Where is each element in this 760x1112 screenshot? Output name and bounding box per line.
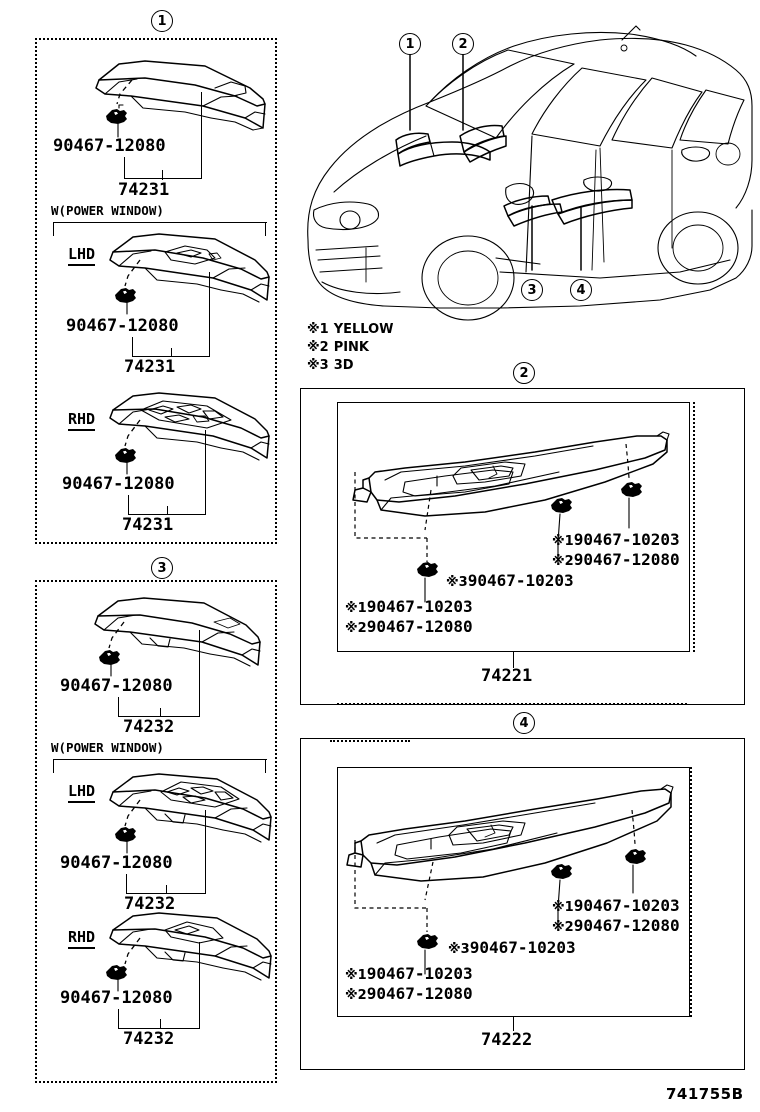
panel-1-main-part-rhd: 74231 <box>122 515 174 535</box>
panel-4-dotted-top <box>330 740 410 742</box>
panel-1-bracket-left-a <box>124 157 125 179</box>
legend-item-2 <box>307 340 369 355</box>
panel-1-hand-lhd: LHD <box>68 247 95 266</box>
panel-1-badge <box>151 10 173 32</box>
panel-4-clip-left-mark-2: ※2 <box>345 988 367 1003</box>
panel-1-bracket-right-rhd <box>205 430 206 515</box>
panel-4-clip-center-mark: ※3 <box>448 942 470 957</box>
panel-2-main-part: 74221 <box>481 666 533 686</box>
panel-2-badge-label: 2 <box>519 365 529 381</box>
panel-4-clip-left-number-1: 90467-10203 <box>366 964 473 983</box>
panel-3-bracket-stem-a <box>160 708 161 717</box>
panel-1-main-part-a: 74231 <box>118 180 170 200</box>
panel-4-clip-right-line-1 <box>552 896 680 915</box>
panel-3-badge-label: 3 <box>157 560 167 576</box>
panel-3-clip-part-lhd: 90467-12080 <box>60 853 173 873</box>
panel-3-clip-icon-lhd <box>109 822 143 854</box>
panel-2-badge <box>513 362 535 384</box>
panel-3-main-part-rhd: 74232 <box>123 1029 175 1049</box>
panel-3-clip-part-a: 90467-12080 <box>60 676 173 696</box>
panel-2-clip-right-mark-1: ※1 <box>552 534 574 549</box>
panel-2-dotted-bottom <box>337 703 687 705</box>
panel-1-bracket-h-a <box>124 178 202 179</box>
panel-3-badge <box>151 557 173 579</box>
legend-text-1: YELLOW <box>333 322 394 337</box>
panel-3-power-window-label: W(POWER WINDOW) <box>51 740 164 755</box>
panel-1-badge-label: 1 <box>157 13 167 29</box>
panel-4-dash-left-bracket <box>345 838 455 940</box>
vehicle-callout-4 <box>570 279 592 301</box>
vehicle-callout-3 <box>521 279 543 301</box>
panel-4-main-leader <box>513 1017 514 1031</box>
panel-3-pw-bracket-l <box>53 759 54 773</box>
legend-item-1 <box>307 322 393 337</box>
panel-4-dash-right <box>612 808 642 850</box>
panel-4-badge-label: 4 <box>519 715 529 731</box>
panel-3-bracket-left-lhd <box>126 874 127 894</box>
panel-1-bracket-right-a <box>201 92 202 179</box>
panel-3-clip-part-rhd: 90467-12080 <box>60 988 173 1008</box>
legend-text-2: PINK <box>333 340 370 355</box>
panel-4-clip-right-line-2 <box>552 916 680 935</box>
panel-3-main-part-lhd: 74232 <box>124 894 176 914</box>
panel-3-pw-bracket-top <box>53 759 267 760</box>
panel-3-hand-lhd: LHD <box>68 784 95 803</box>
panel-4-clip-right-mark-2: ※2 <box>552 920 574 935</box>
vehicle-callout-2-label: 2 <box>458 36 468 52</box>
panel-3-bracket-left-a <box>118 697 119 717</box>
panel-1-bracket-stem-a <box>162 170 163 180</box>
panel-2-dash-right <box>608 442 638 484</box>
panel-4-clip-right-mark-1: ※1 <box>552 900 574 915</box>
panel-1-hand-rhd: RHD <box>68 412 95 431</box>
panel-2-clip-center-line <box>446 571 574 590</box>
panel-2-clip-left-line-2 <box>345 617 473 636</box>
legend-mark-2: ※2 <box>307 340 329 355</box>
vehicle-callout-2 <box>452 33 474 55</box>
panel-1-pw-bracket-top <box>53 222 267 223</box>
panel-1-bracket-right-lhd <box>209 272 210 357</box>
panel-1-bracket-stem-lhd <box>171 348 172 357</box>
panel-3-bracket-right-rhd <box>199 942 200 1029</box>
panel-1-clip-icon-lhd <box>109 283 143 315</box>
panel-3-hand-rhd: RHD <box>68 930 95 949</box>
panel-2-clip-center-mark: ※3 <box>446 575 468 590</box>
panel-4-clip-left-line-2 <box>345 984 473 1003</box>
panel-2-clip-right-mark-2: ※2 <box>552 554 574 569</box>
panel-4-clip-center-number: 90467-10203 <box>469 938 576 957</box>
panel-1-bracket-left-rhd <box>128 495 129 515</box>
panel-2-clip-left-mark-1: ※1 <box>345 601 367 616</box>
panel-2-dotted-edge <box>693 402 695 652</box>
panel-4-clip-left-number-2: 90467-12080 <box>366 984 473 1003</box>
panel-4-clip-left-mark-1: ※1 <box>345 968 367 983</box>
panel-4-clip-right-number-2: 90467-12080 <box>573 916 680 935</box>
panel-2-clip-left-line-1 <box>345 597 473 616</box>
diagram-reference-code: 741755B <box>666 1085 744 1103</box>
vehicle-callout-1 <box>399 33 421 55</box>
legend-mark-1: ※1 <box>307 322 329 337</box>
panel-4-clip-right-number-1: 90467-10203 <box>573 896 680 915</box>
panel-3-bracket-stem-lhd <box>166 885 167 894</box>
legend-mark-3: ※3 <box>307 358 329 373</box>
panel-2-clip-center-number: 90467-10203 <box>467 571 574 590</box>
panel-4-badge <box>513 712 535 734</box>
panel-1-power-window-label: W(POWER WINDOW) <box>51 203 164 218</box>
vehicle-callout-1-label: 1 <box>405 36 415 52</box>
panel-3-bracket-right-lhd <box>205 810 206 894</box>
vehicle-callout-3-label: 3 <box>527 282 537 298</box>
panel-1-clip-part-rhd: 90467-12080 <box>62 474 175 494</box>
panel-1-leader-dash-a <box>100 78 140 112</box>
panel-2-clip-right-number-2: 90467-12080 <box>573 550 680 569</box>
panel-3-bracket-right-a <box>199 630 200 717</box>
panel-1-bracket-left-lhd <box>132 337 133 357</box>
panel-4-main-part: 74222 <box>481 1030 533 1050</box>
panel-4-clip-left-line-1 <box>345 964 473 983</box>
panel-3-bracket-left-rhd <box>118 1009 119 1029</box>
panel-1-pw-bracket-l <box>53 222 54 236</box>
panel-2-clip-right-line-1 <box>552 530 680 549</box>
panel-2-clip-left-number-2: 90467-12080 <box>366 617 473 636</box>
panel-4-dotted-edge <box>690 767 692 1017</box>
panel-3-main-part-a: 74232 <box>123 717 175 737</box>
legend-text-3: 3D <box>333 358 354 373</box>
panel-4-clip-center-line <box>448 938 576 957</box>
panel-1-clip-part-a: 90467-12080 <box>53 136 166 156</box>
panel-3-bracket-stem-rhd <box>160 1019 161 1028</box>
panel-2-clip-left-number-1: 90467-10203 <box>366 597 473 616</box>
panel-2-clip-right-number-1: 90467-10203 <box>573 530 680 549</box>
panel-2-clip-left-mark-2: ※2 <box>345 621 367 636</box>
panel-2-clip-right-line-2 <box>552 550 680 569</box>
panel-1-main-part-lhd: 74231 <box>124 357 176 377</box>
panel-2-leader-right <box>616 496 636 532</box>
panel-1-clip-part-lhd: 90467-12080 <box>66 316 179 336</box>
vehicle-illustration <box>300 10 760 320</box>
panel-3-clip-icon-a <box>93 645 127 677</box>
panel-4-leader-right <box>620 863 640 897</box>
panel-1-bracket-stem-rhd <box>167 506 168 515</box>
legend-item-3 <box>307 358 354 373</box>
panel-1-clip-icon-rhd <box>109 443 143 475</box>
vehicle-callout-4-label: 4 <box>576 282 586 298</box>
panel-2-dash-left-bracket <box>345 470 455 570</box>
